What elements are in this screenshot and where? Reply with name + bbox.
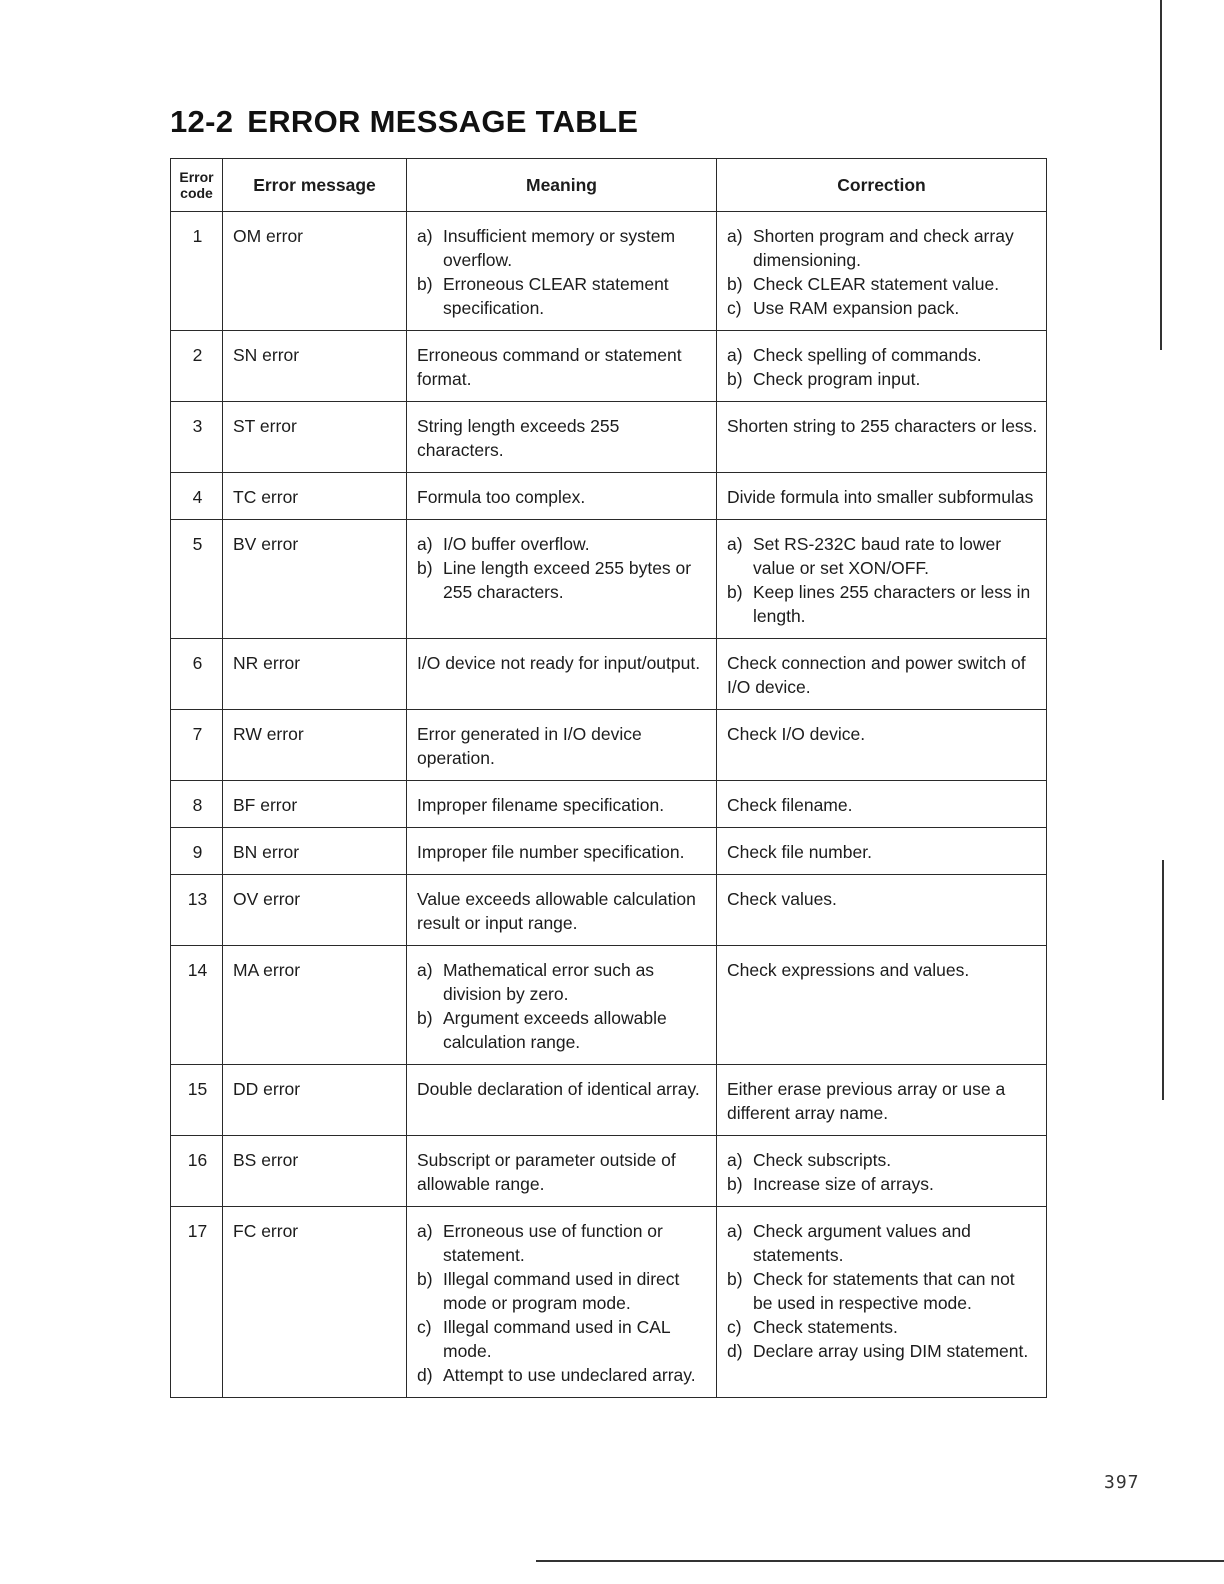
meaning-item [417,1219,708,1267]
item-label: a) [417,534,433,554]
header-correction: Correction [717,159,1047,212]
meaning-cell [407,781,717,828]
meaning-cell [407,710,717,781]
item-text: Check statements. [753,1317,898,1337]
item-text: Argument exceeds allowable calculation range. [443,1008,667,1052]
meaning-item [417,224,708,272]
item-text: I/O device not ready for input/output. [417,653,701,673]
correction-item [727,224,1038,272]
item-text: I/O buffer overflow. [443,534,590,554]
item-text: Declare array using DIM statement. [753,1341,1029,1361]
item-text: Check expressions and values. [727,960,970,980]
item-text: Line length exceed 255 bytes or 255 characters. [443,558,692,602]
item-text: Check for statements that can not be used in respective mode. [753,1269,1015,1313]
item-label: b) [727,582,743,602]
correction-item [727,1339,1038,1363]
meaning-list [417,793,708,817]
meaning-cell [407,828,717,875]
error-code-cell: 16 [171,1136,223,1207]
meaning-item [417,1315,708,1363]
item-text: String length exceeds 255 characters. [417,416,620,460]
item-text: Check I/O device. [727,724,866,744]
correction-list [727,1219,1038,1363]
correction-item [727,414,1038,438]
correction-cell [717,402,1047,473]
error-message-cell: OM error [223,212,407,331]
table-row [171,212,1047,331]
meaning-list [417,887,708,935]
meaning-list [417,840,708,864]
error-code-cell: 2 [171,331,223,402]
item-label: b) [417,274,433,294]
item-text: Formula too complex. [417,487,586,507]
correction-list [727,1077,1038,1125]
meaning-item [417,272,708,320]
table-header-row [171,159,1047,212]
meaning-cell [407,331,717,402]
item-label: a) [727,226,743,246]
error-message-cell: BN error [223,828,407,875]
correction-list [727,485,1038,509]
correction-item [727,651,1038,699]
correction-item [727,1315,1038,1339]
correction-list [727,793,1038,817]
correction-item [727,1077,1038,1125]
item-text: Attempt to use undeclared array. [443,1365,696,1385]
correction-list [727,958,1038,982]
correction-list [727,722,1038,746]
item-text: Use RAM expansion pack. [753,298,960,318]
error-message-cell: BS error [223,1136,407,1207]
meaning-item [417,556,708,604]
meaning-cell [407,402,717,473]
correction-cell [717,781,1047,828]
correction-item [727,958,1038,982]
correction-list [727,532,1038,628]
item-label: a) [417,960,433,980]
meaning-item [417,887,708,935]
correction-item [727,1172,1038,1196]
error-message-cell: TC error [223,473,407,520]
meaning-cell [407,212,717,331]
correction-cell [717,828,1047,875]
page-number: 397 [1104,1472,1140,1493]
item-label: a) [727,534,743,554]
item-text: Check values. [727,889,837,909]
error-message-cell: SN error [223,331,407,402]
item-label: a) [727,1221,743,1241]
meaning-list [417,651,708,675]
item-text: Divide formula into smaller subformulas [727,487,1034,507]
meaning-list [417,958,708,1054]
table-row [171,331,1047,402]
error-code-cell: 17 [171,1207,223,1398]
item-label: a) [727,345,743,365]
meaning-item [417,958,708,1006]
error-message-table [170,158,1047,1398]
item-label: b) [727,1269,743,1289]
meaning-item [417,532,708,556]
error-code-cell: 15 [171,1065,223,1136]
item-label: d) [727,1341,743,1361]
item-text: Check spelling of commands. [753,345,982,365]
error-code-cell: 1 [171,212,223,331]
correction-item [727,485,1038,509]
meaning-item [417,1267,708,1315]
meaning-item [417,1006,708,1054]
meaning-list [417,343,708,391]
table-row [171,875,1047,946]
item-label: a) [417,1221,433,1241]
correction-item [727,1219,1038,1267]
correction-item [727,722,1038,746]
correction-item [727,343,1038,367]
meaning-list [417,1077,708,1101]
correction-item [727,1148,1038,1172]
table-row [171,1065,1047,1136]
item-text: Check connection and power switch of I/O device. [727,653,1026,697]
correction-cell [717,212,1047,331]
item-text: Error generated in I/O device operation. [417,724,642,768]
error-message-cell: FC error [223,1207,407,1398]
correction-cell [717,473,1047,520]
item-text: Check CLEAR statement value. [753,274,1000,294]
meaning-list [417,532,708,604]
section-number: 12-2 [170,104,234,139]
error-code-cell: 5 [171,520,223,639]
correction-list [727,224,1038,320]
item-text: Check file number. [727,842,872,862]
table-row [171,473,1047,520]
table-row [171,402,1047,473]
meaning-item [417,414,708,462]
item-text: Check subscripts. [753,1150,892,1170]
table-row [171,710,1047,781]
correction-cell [717,331,1047,402]
correction-cell [717,875,1047,946]
error-code-cell: 13 [171,875,223,946]
correction-item [727,793,1038,817]
item-text: Increase size of arrays. [753,1174,934,1194]
item-label: b) [727,274,743,294]
correction-item [727,367,1038,391]
meaning-item [417,722,708,770]
correction-list [727,414,1038,438]
item-text: Mathematical error such as division by zero. [443,960,655,1004]
meaning-item [417,1363,708,1387]
item-text: Insufficient memory or system overflow. [443,226,676,270]
meaning-item [417,651,708,675]
scan-edge-right-lower [1162,860,1164,1100]
meaning-item [417,793,708,817]
correction-cell [717,1065,1047,1136]
item-label: c) [727,298,742,318]
header-meaning: Meaning [407,159,717,212]
item-text: Check program input. [753,369,921,389]
item-text: Shorten program and check array dimensioning. [753,226,1014,270]
meaning-list [417,1148,708,1196]
error-message-cell: RW error [223,710,407,781]
item-text: Value exceeds allowable calculation result or input range. [417,889,696,933]
meaning-cell [407,875,717,946]
error-code-cell: 14 [171,946,223,1065]
item-text: Either erase previous array or use a different array name. [727,1079,1006,1123]
item-text: Set RS-232C baud rate to lower value or set XON/OFF. [753,534,1002,578]
error-code-cell: 6 [171,639,223,710]
error-message-cell: OV error [223,875,407,946]
meaning-item [417,343,708,391]
meaning-item [417,1077,708,1101]
correction-cell [717,946,1047,1065]
meaning-list [417,485,708,509]
correction-item [727,840,1038,864]
item-text: Illegal command used in direct mode or program mode. [443,1269,680,1313]
item-text: Shorten string to 255 characters or less. [727,416,1038,436]
correction-list [727,840,1038,864]
item-label: b) [727,369,743,389]
item-text: Erroneous use of function or statement. [443,1221,663,1265]
meaning-cell [407,639,717,710]
scan-edge-right [1160,0,1162,350]
correction-cell [717,520,1047,639]
correction-item [727,1267,1038,1315]
item-label: b) [727,1174,743,1194]
table-row [171,828,1047,875]
error-message-cell: MA error [223,946,407,1065]
correction-item [727,532,1038,580]
section-title: ERROR MESSAGE TABLE [247,104,639,139]
correction-item [727,887,1038,911]
meaning-list [417,722,708,770]
item-label: d) [417,1365,433,1385]
correction-list [727,343,1038,391]
page-title [170,104,638,140]
meaning-cell [407,1065,717,1136]
meaning-item [417,840,708,864]
error-code-cell: 3 [171,402,223,473]
error-code-cell: 9 [171,828,223,875]
meaning-cell [407,1207,717,1398]
item-text: Erroneous CLEAR statement specification. [443,274,669,318]
meaning-list [417,224,708,320]
error-code-cell: 4 [171,473,223,520]
error-message-cell: BF error [223,781,407,828]
correction-cell [717,1207,1047,1398]
correction-list [727,1148,1038,1196]
item-text: Check argument values and statements. [753,1221,971,1265]
correction-list [727,887,1038,911]
item-text: Double declaration of identical array. [417,1079,700,1099]
correction-item [727,272,1038,296]
scan-edge-bottom [536,1560,1224,1562]
item-label: b) [417,1269,433,1289]
meaning-list [417,1219,708,1387]
correction-cell [717,1136,1047,1207]
table-row [171,946,1047,1065]
meaning-item [417,1148,708,1196]
correction-item [727,296,1038,320]
error-message-cell: BV error [223,520,407,639]
item-text: Keep lines 255 characters or less in length. [753,582,1031,626]
item-text: Improper file number specification. [417,842,685,862]
table-row [171,1207,1047,1398]
item-label: c) [727,1317,742,1337]
item-text: Erroneous command or statement format. [417,345,682,389]
item-text: Check filename. [727,795,853,815]
item-text: Improper filename specification. [417,795,665,815]
error-message-cell: NR error [223,639,407,710]
meaning-item [417,485,708,509]
error-message-cell: ST error [223,402,407,473]
table-row [171,639,1047,710]
header-error-message: Error message [223,159,407,212]
header-error-code: Error code [171,159,223,212]
correction-cell [717,710,1047,781]
table-row [171,781,1047,828]
item-text: Subscript or parameter outside of allowable range. [417,1150,676,1194]
item-label: b) [417,558,433,578]
item-label: b) [417,1008,433,1028]
table-row [171,1136,1047,1207]
error-code-cell: 8 [171,781,223,828]
correction-list [727,651,1038,699]
item-label: a) [727,1150,743,1170]
item-label: c) [417,1317,432,1337]
meaning-cell [407,473,717,520]
correction-cell [717,639,1047,710]
item-text: Illegal command used in CAL mode. [443,1317,670,1361]
error-code-cell: 7 [171,710,223,781]
error-message-cell: DD error [223,1065,407,1136]
item-label: a) [417,226,433,246]
correction-item [727,580,1038,628]
meaning-cell [407,946,717,1065]
meaning-list [417,414,708,462]
table-body [171,212,1047,1398]
meaning-cell [407,1136,717,1207]
meaning-cell [407,520,717,639]
table-row [171,520,1047,639]
